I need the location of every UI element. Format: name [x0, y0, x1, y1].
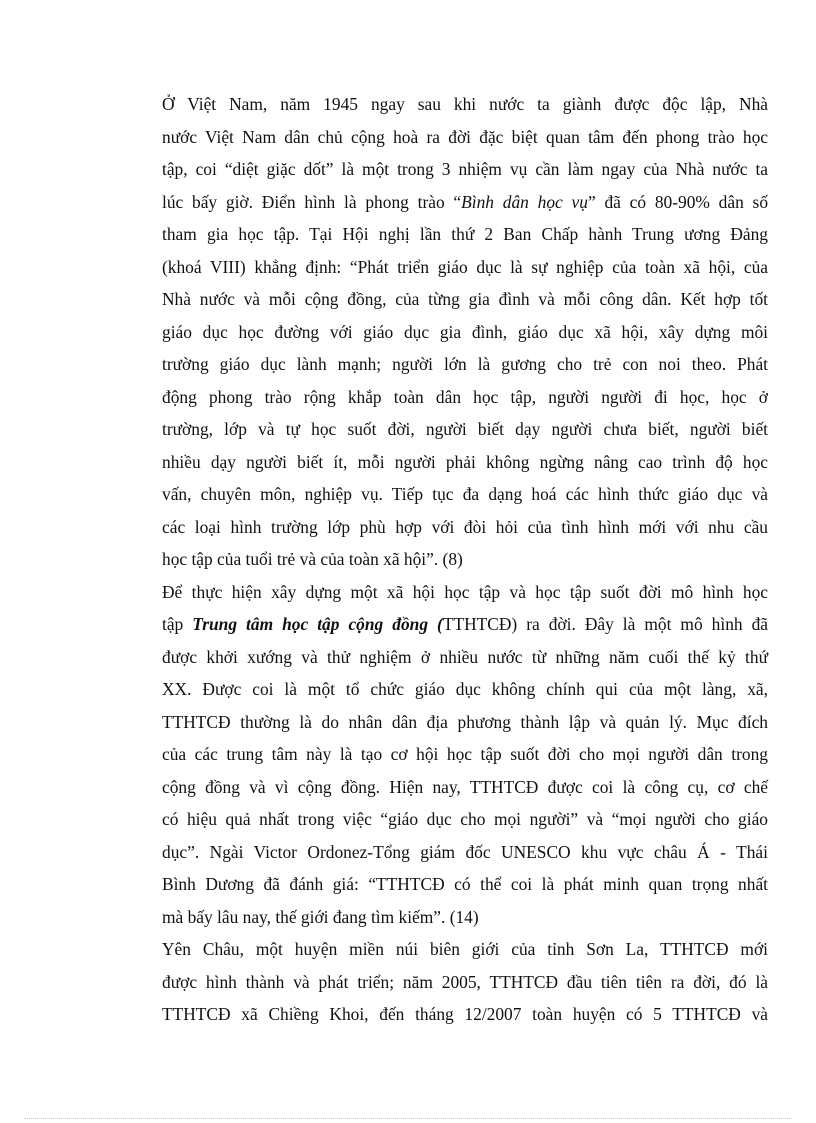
- text-line: [136, 121, 768, 154]
- text-line: [136, 283, 768, 316]
- text-line: [136, 478, 768, 511]
- text-run: tham gia học tập. Tại Hội nghị lần thứ 2 Ban Chấp hành Trung ương Đảng: [162, 224, 768, 244]
- text-run: vấn, chuyên môn, nghiệp vụ. Tiếp tục đa dạng hoá các hình thức giáo dục và: [162, 484, 768, 504]
- italic-run: Bình dân học vụ: [461, 191, 588, 212]
- text-line: [136, 966, 768, 999]
- text-run: nhiều dạy người biết ít, mỗi người phải không ngừng nâng cao trình độ học: [162, 451, 768, 472]
- text-run: TTHTCĐ xã Chiềng Khoi, đến tháng 12/2007 toàn huyện có 5 TTHTCĐ và: [162, 1004, 768, 1024]
- text-run: nước Việt Nam dân chủ cộng hoà ra đời đặc biệt quan tâm đến phong trào học: [162, 126, 768, 147]
- text-run: TTHTCĐ thường là do nhân dân địa phương thành lập và quản lý. Mục đích: [162, 711, 768, 732]
- text-line: [136, 511, 768, 544]
- text-run: trường giáo dục lành mạnh; người lớn là gương cho trẻ con noi theo. Phát: [162, 354, 768, 374]
- text-run: (khoá VIII) khẳng định: “Phát triển giáo dục là sự nghiệp của toàn xã hội, của: [162, 256, 768, 277]
- text-line: [136, 803, 768, 836]
- paragraph: [136, 933, 768, 1031]
- bold-italic-run: Trung tâm học tập cộng đồng (: [192, 614, 443, 634]
- page-bottom-rule: [24, 1118, 792, 1119]
- text-run: Yên Châu, một huyện miền núi biên giới của tỉnh Sơn La, TTHTCĐ mới: [162, 939, 768, 959]
- text-run: giáo dục học đường với giáo dục gia đình, giáo dục xã hội, xây dựng môi: [162, 321, 768, 342]
- text-run: Bình Dương đã đánh giá: “TTHTCĐ có thể coi là phát minh quan trọng nhất: [162, 874, 768, 894]
- text-line: [136, 641, 768, 674]
- text-line: [136, 316, 768, 349]
- text-run: có hiệu quả nhất trong việc “giáo dục cho mọi người” và “mọi người cho giáo: [162, 809, 768, 829]
- text-run: ” đã có 80-90% dân số: [587, 191, 769, 212]
- paragraph: [136, 576, 768, 934]
- text-run: được hình thành và phát triển; năm 2005, TTHTCĐ đầu tiên tiên ra đời, đó là: [162, 971, 768, 992]
- document-body: [136, 88, 768, 1031]
- text-line: [136, 771, 768, 804]
- text-run: học tập của tuổi trẻ và của toàn xã hội”. (8): [162, 549, 463, 569]
- text-run: được khởi xướng và thử nghiệm ở nhiều nước từ những năm cuối thế kỷ thứ: [162, 646, 768, 667]
- text-line: [136, 576, 768, 609]
- text-run: lúc bấy giờ. Điển hình là phong trào “: [162, 191, 462, 212]
- text-run: Để thực hiện xây dựng một xã hội học tập và học tập suốt đời mô hình học: [162, 581, 768, 602]
- text-run: TTHTCĐ) ra đời. Đây là một mô hình đã: [442, 614, 769, 634]
- text-line: [136, 868, 768, 901]
- text-run: cộng đồng và vì cộng đồng. Hiện nay, TTHTCĐ được coi là công cụ, cơ chế: [162, 776, 768, 797]
- text-line: [136, 998, 768, 1031]
- text-line: [136, 543, 768, 576]
- text-line: [136, 348, 768, 381]
- text-run: trường, lớp và tự học suốt đời, người biết dạy người chưa biết, người biết: [162, 419, 768, 439]
- paragraph: [136, 88, 768, 576]
- text-line: [136, 446, 768, 479]
- text-run: dục”. Ngài Victor Ordonez-Tổng giám đốc UNESCO khu vực châu Á - Thái: [162, 841, 768, 862]
- text-line: [136, 706, 768, 739]
- text-run: của các trung tâm này là tạo cơ hội học tập suốt đời cho mọi người dân trong: [162, 744, 768, 764]
- text-run: Nhà nước và mỗi cộng đồng, của từng gia đình và mỗi công dân. Kết hợp tốt: [162, 289, 768, 309]
- text-run: tập: [162, 614, 193, 634]
- text-line: [136, 381, 768, 414]
- text-run: các loại hình trường lớp phù hợp với đòi hỏi của tình hình mới với nhu cầu: [162, 516, 768, 537]
- text-line: [136, 933, 768, 966]
- text-run: XX. Được coi là một tổ chức giáo dục không chính qui của một làng, xã,: [162, 679, 768, 699]
- text-line: [136, 673, 768, 706]
- text-run: động phong trào rộng khắp toàn dân học tập, người người đi học, học ở: [162, 386, 768, 407]
- text-line: [136, 153, 768, 186]
- text-line: [136, 186, 768, 219]
- text-line: [136, 413, 768, 446]
- text-line: [136, 901, 768, 934]
- text-line: [136, 251, 768, 284]
- text-line: [136, 88, 768, 121]
- text-line: [136, 836, 768, 869]
- text-line: [136, 608, 768, 641]
- text-run: Ở Việt Nam, năm 1945 ngay sau khi nước ta giành được độc lập, Nhà: [162, 94, 768, 114]
- text-line: [136, 738, 768, 771]
- text-run: mà bấy lâu nay, thế giới đang tìm kiếm”. (14): [162, 906, 479, 927]
- text-run: tập, coi “diệt giặc dốt” là một trong 3 nhiệm vụ cần làm ngay của Nhà nước ta: [162, 159, 768, 179]
- text-line: [136, 218, 768, 251]
